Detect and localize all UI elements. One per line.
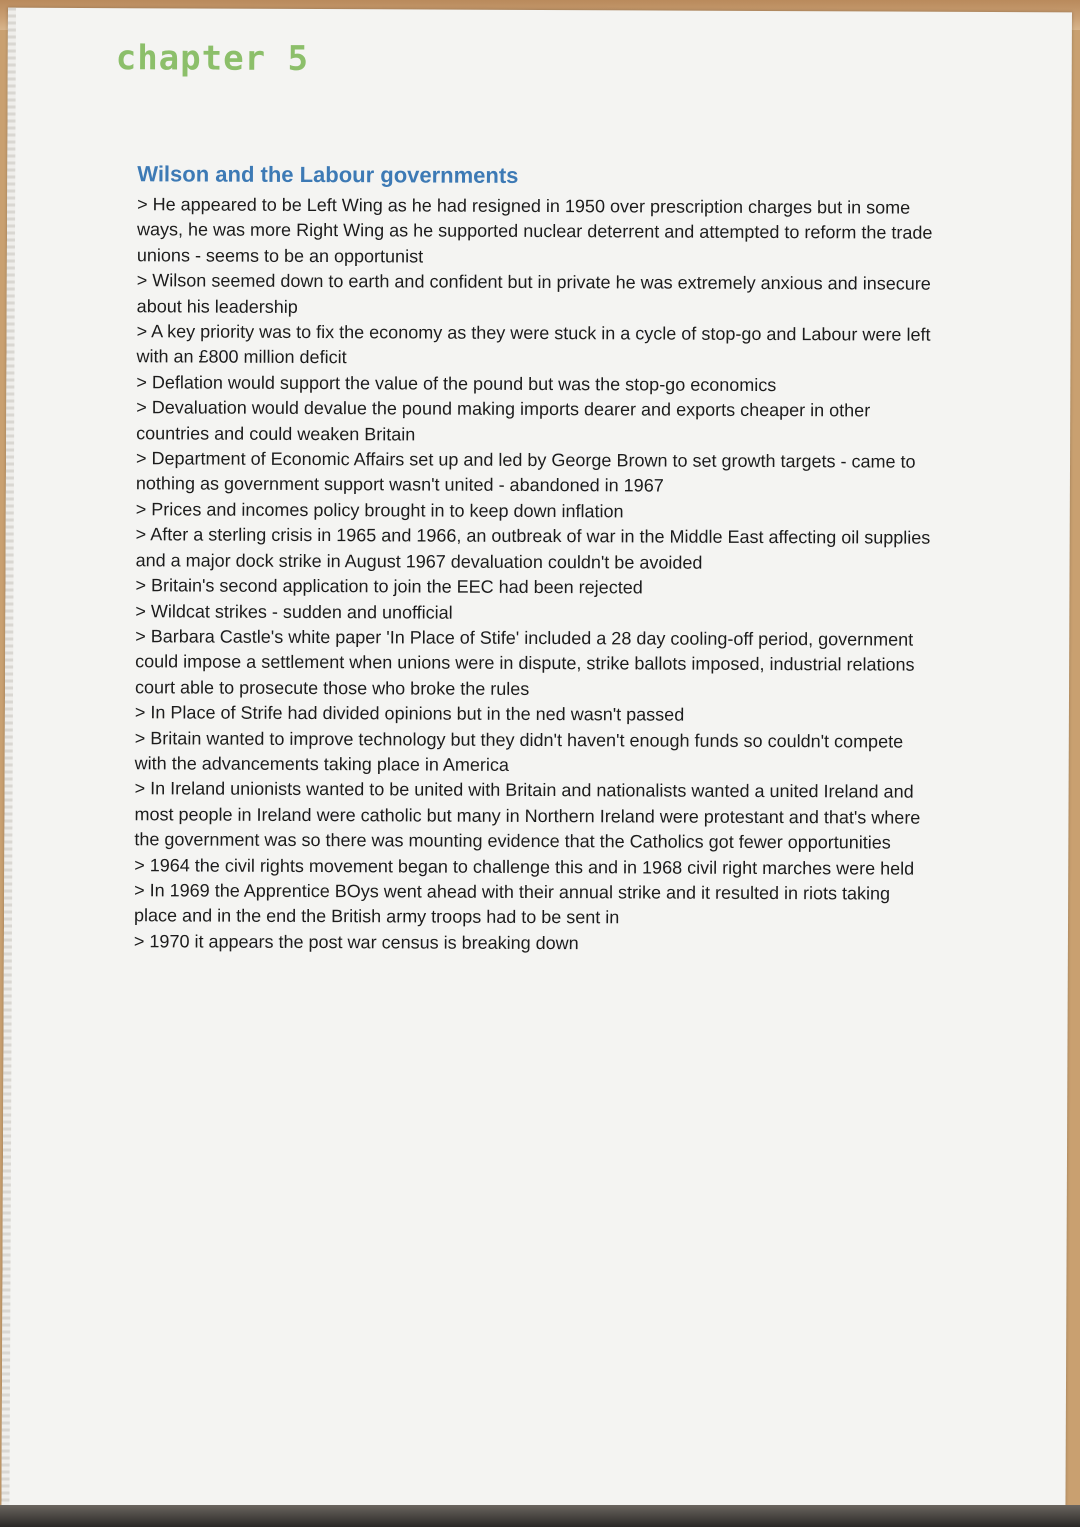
section-title: Wilson and the Labour governments (137, 161, 519, 188)
bullet-point: > Prices and incomes policy brought in to keep down inflation (135, 499, 624, 522)
bullet-point: > A key priority was to fix the economy as they were stuck in a cycle of stop-go and Labour were left with an £800 million deficit (136, 321, 931, 368)
bullet-point: > In 1969 the Apprentice BOys went ahead with their annual strike and it resulted in riots taking place and in the end the British army troops had to be sent in (134, 880, 891, 928)
bullet-point: > In Ireland unionists wanted to be united with Britain and nationalists wanted a united Ireland and most people in Ireland were catholic but many in Northern Ireland were protestant and that's where the government was so there was mounting evidence that the Catholics got fewer opportunities (134, 778, 921, 853)
bullet-point: > Barbara Castle's white paper 'In Place of Stife' included a 28 day cooling-off period, government could impose a settlement when unions were in dispute, strike ballots imposed, industrial relations court able to prosecute those who broke the rules (134, 626, 915, 699)
bullet-point: > Wilson seemed down to earth and confident but in private he was extremely anxious and insecure about his leadership (136, 270, 931, 317)
bullet-point: > He appeared to be Left Wing as he had resigned in 1950 over prescription charges but in some ways, he was more Right Wing as he supported nuclear deterrent and attempted to reform the trade unions - seems to be an opportunist (136, 194, 933, 267)
page-binding-edge (1, 8, 16, 1506)
bullet-point: > 1970 it appears the post war census is breaking down (133, 931, 579, 953)
bullet-point: > Deflation would support the value of the pound but was the stop-go economics (136, 372, 777, 395)
chapter-heading: chapter 5 (115, 38, 310, 79)
bullet-point: > Britain's second application to join the EEC had been rejected (135, 575, 643, 598)
bullet-point: > Devaluation would devalue the pound making imports dearer and exports cheaper in other countries and could weaken Britain (136, 397, 871, 445)
document-page (1, 8, 1072, 1511)
bullet-point: > After a sterling crisis in 1965 and 1966, an outbreak of war in the Middle East affecting oil supplies and a major dock strike in August 1967 devaluation couldn't be avoided (135, 524, 931, 573)
bullet-list (134, 192, 937, 958)
bullet-point: > 1964 the civil rights movement began to challenge this and in 1968 civil right marches were held (134, 854, 915, 879)
bullet-point: > Department of Economic Affairs set up and led by George Brown to set growth targets - came to nothing as government support wasn't united - abandoned in 1967 (135, 448, 916, 497)
section-wilson-labour (134, 160, 937, 958)
bullet-point: > Britain wanted to improve technology but they didn't haven't enough funds so couldn't compete with the advancements taking place in America (134, 727, 904, 775)
background-edge (0, 1505, 1080, 1527)
bullet-point: > In Place of Strife had divided opinions but in the ned wasn't passed (134, 702, 685, 725)
bullet-point: > Wildcat strikes - sudden and unofficial (135, 600, 453, 623)
